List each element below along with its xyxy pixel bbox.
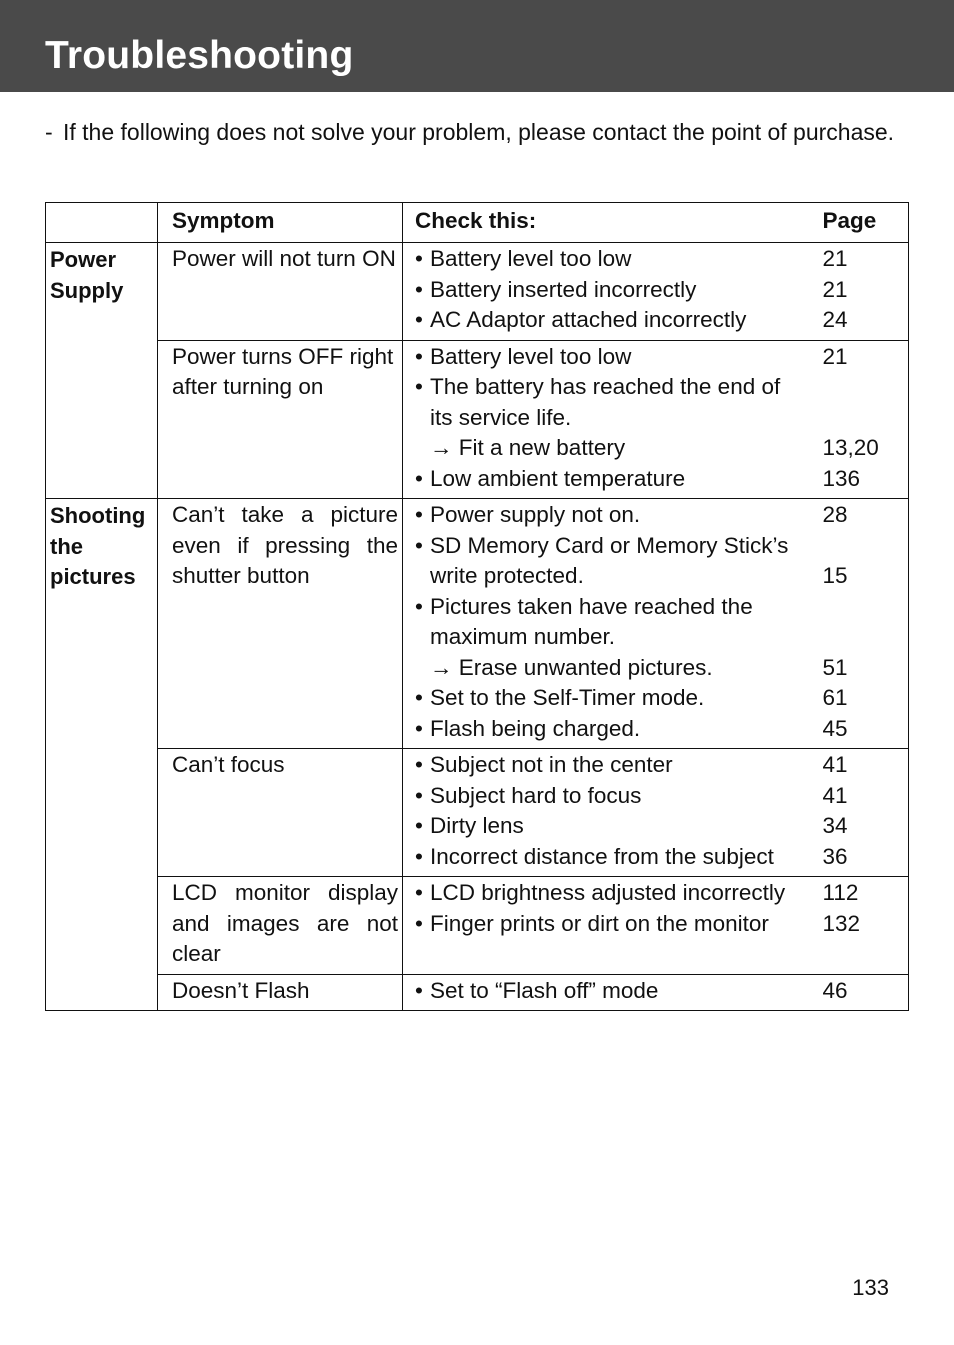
check-item: • AC Adaptor attached incorrectly [403,305,823,336]
page-cell [823,749,909,877]
check-cell [403,243,823,341]
page-ref: 28 [822,502,848,527]
header-category [46,203,158,243]
page-header [0,0,954,92]
page-ref: 41 [822,782,848,808]
check-item: • Set to the Self-Timer mode. [403,683,823,714]
page-number: 133 [852,1275,889,1300]
page-cell [823,340,909,499]
page-cell [823,243,909,341]
check-item-continued: maximum number. [430,624,616,649]
symptom-cell: Power will not turn ON [158,243,403,341]
page-ref: 21 [822,276,848,302]
page-ref: 112 [822,880,859,905]
symptom-cell: Can’t take a picture even if pressing the shutter button [158,499,403,749]
page-title: Troubleshooting [45,34,354,77]
header-page: Page [823,203,909,243]
symptom-cell: Power turns OFF right after turning on [158,340,403,499]
page-ref: 41 [822,752,848,777]
check-item: • Set to “Flash off” mode [403,976,823,1007]
check-item-action: → Fit a new battery [430,435,626,460]
page-ref: 13,20 [822,435,879,460]
page-ref [823,592,909,623]
check-item: • SD Memory Card or Memory Stick’s [403,531,823,562]
table-row [46,974,909,1011]
check-item: • Power supply not on. [403,500,823,531]
check-item: • LCD brightness adjusted incorrectly [403,878,823,909]
page-ref: 46 [822,977,848,1003]
page-ref: 45 [822,715,848,741]
table-row [46,340,909,499]
symptom-cell: LCD monitor display and images are not clear [158,877,403,975]
intro-note [45,116,907,148]
table-row [46,243,909,341]
check-cell [403,974,823,1011]
header-symptom: Symptom [158,203,403,243]
table-row [46,499,909,749]
check-item-action: → Erase unwanted pictures. [430,654,713,680]
page-ref: 36 [822,843,848,869]
symptom-cell: Doesn’t Flash [158,974,403,1011]
check-item: • Battery level too low [403,244,823,275]
symptom-cell: Can’t focus [158,749,403,877]
category-shooting: Shooting the pictures [46,499,158,1011]
check-item: • Subject hard to focus [403,781,823,812]
page-ref [823,531,909,562]
table-row [46,749,909,877]
intro-dash: - [45,119,53,145]
troubleshooting-table [45,202,909,1011]
check-item: • Battery level too low [403,342,823,373]
check-item-continued: write protected. [430,563,584,588]
category-power-supply: Power Supply [46,243,158,499]
check-item: • Dirty lens [403,811,823,842]
check-item: • Incorrect distance from the subject [403,842,823,873]
page-ref: 132 [822,910,861,936]
check-item: • Pictures taken have reached the [403,592,823,623]
page-ref: 21 [822,246,848,271]
page-ref: 61 [822,685,848,710]
check-cell [403,877,823,975]
page-ref: 51 [822,654,848,680]
page-cell [823,974,909,1011]
page-ref [823,372,909,403]
check-item: • Finger prints or dirt on the monitor [403,909,823,940]
check-item: • Flash being charged. [403,714,823,745]
check-item: • Subject not in the center [403,750,823,781]
page-cell [823,877,909,975]
header-check: Check this: [403,203,823,243]
check-cell [403,499,823,749]
page-ref: 24 [822,307,848,332]
table-header-row [46,203,909,243]
page-ref: 21 [822,343,848,369]
check-item: • The battery has reached the end of [403,372,823,403]
check-cell [403,340,823,499]
page-ref: 15 [822,563,848,588]
page-ref: 136 [822,465,861,491]
page-ref: 34 [822,813,848,838]
page-ref [823,622,909,653]
check-item: • Low ambient temperature [403,464,823,495]
table-row [46,877,909,975]
page-cell [823,499,909,749]
check-cell [403,749,823,877]
intro-text: If the following does not solve your problem, please contact the point of purchase. [63,119,895,145]
check-item-continued: its service life. [430,404,572,430]
page-ref [823,403,909,434]
check-item: • Battery inserted incorrectly [403,275,823,306]
